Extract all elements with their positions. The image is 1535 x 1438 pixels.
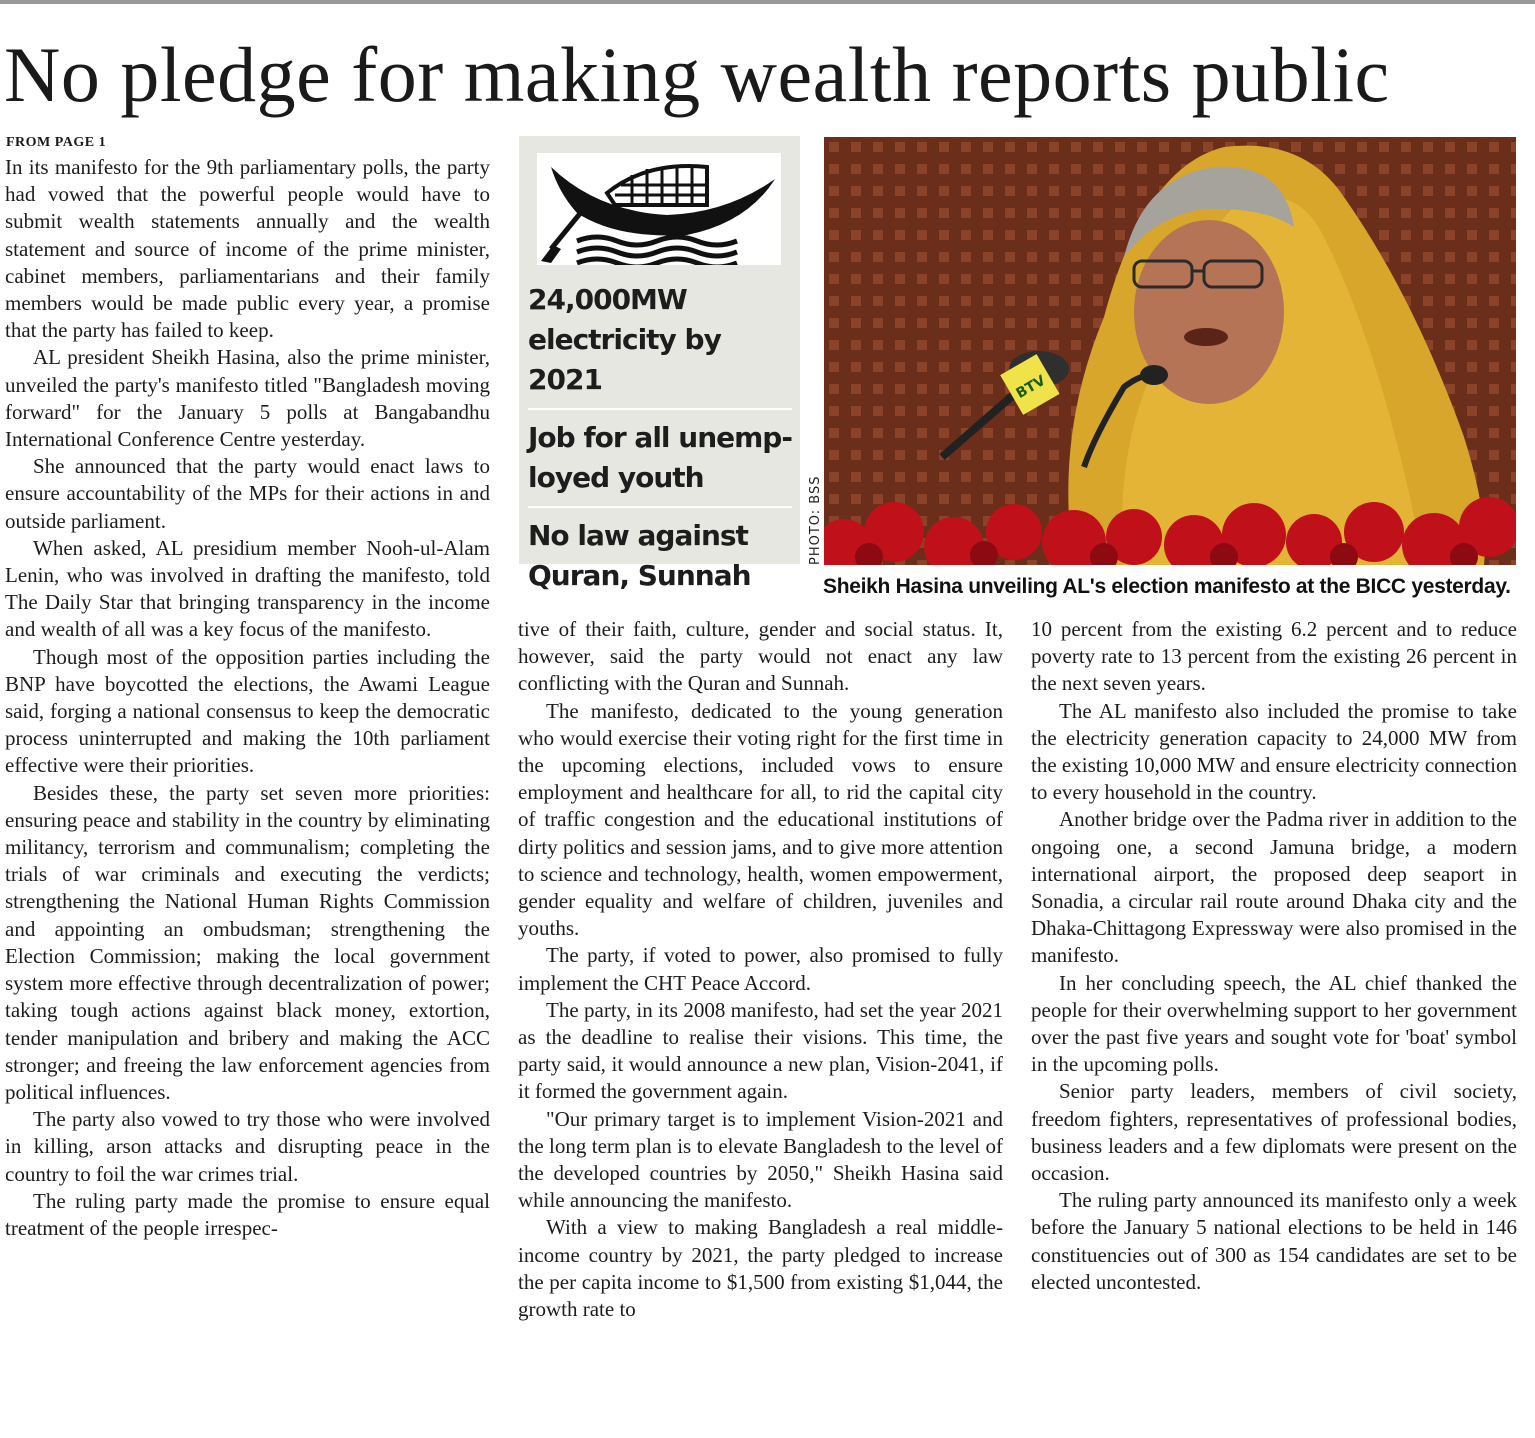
paragraph: With a view to making Bangladesh a real middle-income country by 2021, the party pledged to increase the per capita income to $1,500 from existing $1,044, the growth rate to [518,1215,1003,1322]
paragraph: AL president Sheikh Hasina, also the prime minister, unveiled the party's manifesto titled "Bangladesh moving forward" for the January 5 polls at Bangabandhu International Conference Centre yesterday. [5,345,490,452]
headline: No pledge for making wealth reports public [4,31,1390,118]
paragraph: The party, if voted to power, also promised to fully implement the CHT Peace Accord. [518,943,1003,995]
article-column-1 [5,154,490,1436]
paragraph: The party also vowed to try those who were involved in killing, arson attacks and disrupting peace in the country to foil the war crimes trial. [5,1107,490,1186]
mic-label: BTV [1013,372,1049,403]
news-photo [824,137,1516,565]
paragraph: The ruling party announced its manifesto only a week before the January 5 national elections to be held in 146 constituencies out of 300 as 154 candidates are set to be elected uncontested. [1031,1188,1517,1294]
paragraph: "Our primary target is to implement Vision-2021 and the long term plan is to elevate Bangladesh to the level of the developed countries by 2050," Sheikh Hasina said while announcing the manifesto. [518,1106,1003,1213]
paragraph: In her concluding speech, the AL chief thanked the people for their overwhelming support to her government over the past five years and sought vote for 'boat' symbol in the upcoming polls. [1031,970,1517,1077]
highlight-item: No law against Quran, Sunnah [528,519,751,592]
paragraph: In its manifesto for the 9th parliamentary polls, the party had vowed that the powerful people would have to submit wealth statements annually and the wealth statement and source of income of the prime minister, cabinet members, parliamentarians and their family members would be made public every year, a promise that the party has failed to keep. [5,155,490,343]
highlights-sidebar [519,136,800,592]
paragraph: The ruling party made the promise to ensure equal treatment of the people irrespec- [5,1188,490,1240]
paragraph: Another bridge over the Padma river in addition to the ongoing one, a second Jamuna bridge, a modern international airport, the proposed deep seaport in Sonadia, a circular rail route around Dhaka city and the Dhaka-Chittagong Expressway were also promised in the manifesto. [1031,807,1517,968]
photo-credit: PHOTO: BSS [808,475,823,565]
highlight-item: Job for all unemp-loyed youth [528,418,792,508]
photo-caption: Sheikh Hasina unveiling AL's election manifesto at the BICC yesterday. [823,575,1511,598]
paragraph: The party, in its 2008 manifesto, had set the year 2021 as the deadline to realise their visions. This time, the party said, it would announce a new plan, Vision-2041, if it formed the government again. [518,997,1003,1104]
paragraph: tive of their faith, culture, gender and social status. It, however, said the party would not enact any law conflicting with the Quran and Sunnah. [518,617,1003,696]
boat-symbol-icon [537,153,781,265]
paragraph: When asked, AL presidium member Nooh-ul-Alam Lenin, who was involved in drafting the manifesto, told The Daily Star that bringing transparency in the income and wealth of all was a key focus of the manifesto. [5,535,490,642]
article-column-2 [518,616,1003,1436]
article-column-3 [1031,616,1517,1416]
paragraph: The manifesto, dedicated to the young generation who would exercise their voting right for the first time in the upcoming elections, included vows to ensure employment and healthcare for all, to rid the capital city of traffic congestion and the educational institutions of dirty politics and session jams, and to give more attention to science and technology, health, women empowerment, gender equality and welfare of children, juveniles and youths. [518,698,1003,941]
paragraph: Besides these, the party set seven more priorities: ensuring peace and stability in the country by eliminating militancy, terrorism and communalism; completing the trials of war criminals and executing the verdicts; strengthening the National Human Rights Commission and appointing an ombudsman; strengthening the Election Commission; making the local government system more effective through decentralization of power; taking tough actions against black money, extortion, tender manipulation and bribery and making the ACC stronger; and freeing the law enforcement agencies from political influences. [5,780,490,1104]
paragraph: She announced that the party would enact laws to ensure accountability of the MPs for their actions in and outside parliament. [5,454,490,533]
paragraph: The AL manifesto also included the promise to take the electricity generation capacity to 24,000 MW from the existing 10,000 MW and ensure electricity connection to every household in the country. [1031,698,1517,805]
top-rule [0,0,1535,4]
highlights-list [528,280,792,612]
paragraph: Though most of the opposition parties including the BNP have boycotted the elections, the Awami League said, forging a national consensus to keep the democratic process uninterrupted and making the 10th parliament effective were their priorities. [5,644,490,778]
paragraph: Senior party leaders, members of civil society, freedom fighters, representatives of professional bodies, business leaders and a few diplomats were present on the occasion. [1031,1079,1517,1186]
highlight-item: 24,000MW electricity by 2021 [528,280,792,410]
paragraph: 10 percent from the existing 6.2 percent and to reduce poverty rate to 13 percent from the existing 26 percent in the next seven years. [1031,617,1517,696]
kicker: FROM PAGE 1 [6,135,107,150]
